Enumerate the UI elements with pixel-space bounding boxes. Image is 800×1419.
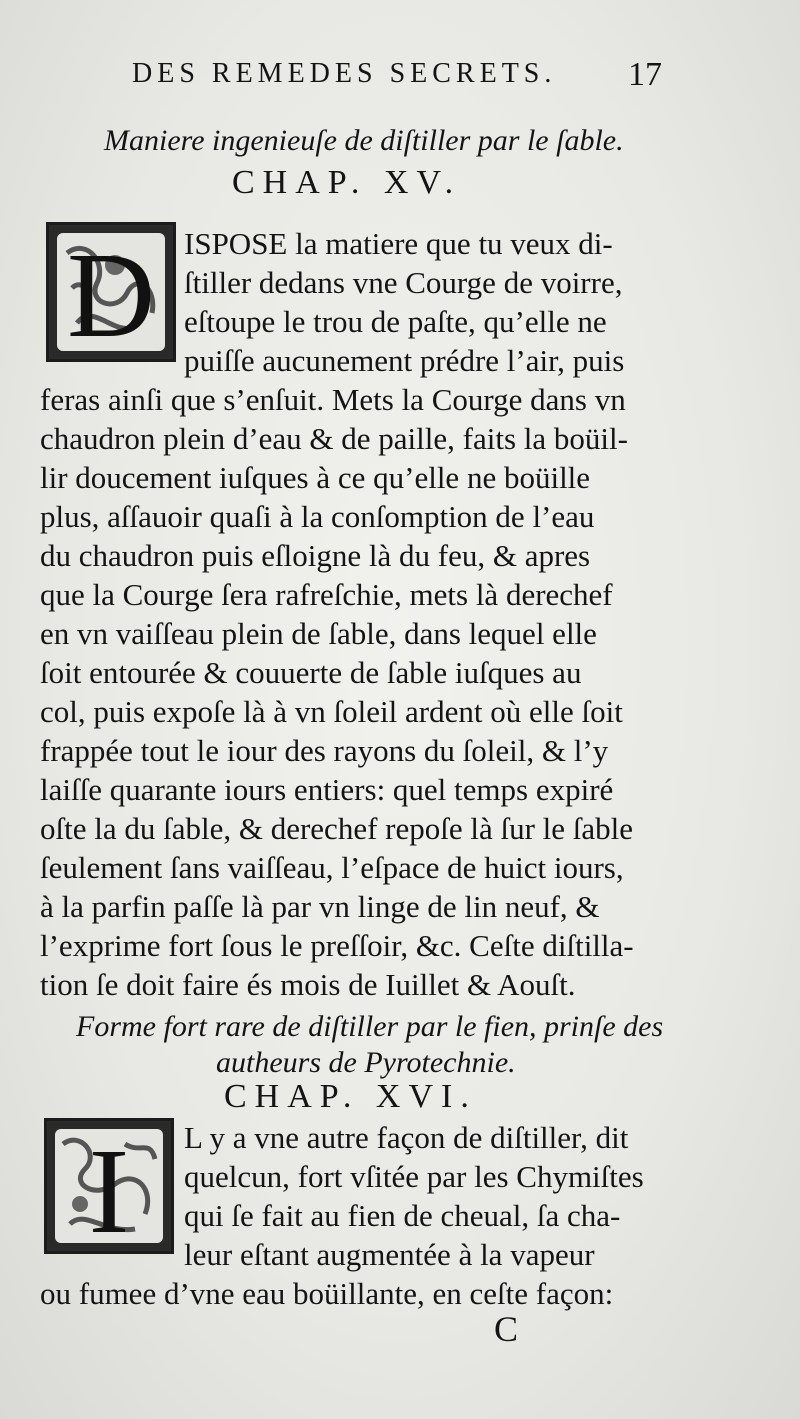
chapter-16-line: leur eſtant augmentée à la vapeur	[184, 1237, 595, 1272]
initial-letter-i: I	[88, 1124, 130, 1259]
chapter-16-subtitle-line-2: autheurs de Pyrotechnie.	[216, 1046, 516, 1079]
chapter-15-line: laiſſe quarante iours entiers: quel temps expiré	[40, 772, 614, 807]
chapter-15-line: puiſſe aucunement prédre l’air, puis	[184, 343, 625, 378]
chapter-15-line: ſoit entourée & couuerte de ſable iuſques au	[40, 655, 582, 690]
chapter-15-line: frappée tout le iour des rayons du ſoleil, & l’y	[40, 733, 609, 768]
chapter-16-subtitle-line-1: Forme fort rare de diſtiller par le fien, prinſe des	[76, 1010, 664, 1043]
ornamental-initial-i	[44, 1118, 174, 1259]
chapter-15-line: l’exprime fort ſous le preſſoir, &c. Ceſte diſtilla-	[40, 928, 634, 963]
chapter-15-line: plus, aſſauoir quaſi à la conſomption de l’eau	[40, 499, 595, 534]
chapter-16-heading: CHAP. XVI.	[224, 1078, 477, 1115]
signature-mark: C	[494, 1309, 519, 1349]
running-head: DES REMEDES SECRETS.	[132, 58, 557, 89]
chapter-15-line: tion ſe doit faire és mois de Iuillet & Aouſt.	[40, 967, 576, 1002]
ornamental-initial-d	[46, 222, 176, 362]
chapter-15-subtitle: Maniere ingenieuſe de diſtiller par le ſable.	[104, 124, 624, 157]
chapter-16-line: quelcun, fort vſitée par les Chymiſtes	[184, 1159, 644, 1194]
chapter-15-line: en vn vaiſſeau plein de ſable, dans lequel elle	[40, 616, 597, 651]
chapter-15-line: lir doucement iuſques à ce qu’elle ne boüille	[40, 460, 591, 495]
chapter-15-line: chaudron plein d’eau & de paille, faits la boüil-	[40, 421, 628, 456]
chapter-16-line: L y a vne autre façon de diſtiller, dit	[184, 1120, 629, 1155]
chapter-15-line: ſeulement ſans vaiſſeau, l’eſpace de huict iours,	[40, 850, 624, 885]
chapter-15-line: oſte la du ſable, & derechef repoſe là ſur le ſable	[40, 811, 634, 846]
chapter-16-line: qui ſe fait au fien de cheual, ſa cha-	[184, 1198, 621, 1233]
chapter-15-line: eſtoupe le trou de paſte, qu’elle ne	[184, 304, 607, 339]
chapter-15-line: ſtiller dedans vne Courge de voirre,	[184, 265, 623, 300]
chapter-16-line: ou fumee d’vne eau boüillante, en ceſte façon:	[40, 1276, 614, 1311]
chapter-15-line: que la Courge ſera rafreſchie, mets là derechef	[40, 577, 613, 612]
chapter-15-line: col, puis expoſe là à vn ſoleil ardent où elle ſoit	[40, 694, 623, 729]
chapter-15-line: du chaudron puis eſloigne là du feu, & apres	[40, 538, 591, 573]
initial-letter-d: D	[66, 228, 156, 363]
page-header	[132, 58, 662, 98]
chapter-15-heading: CHAP. XV.	[232, 164, 462, 201]
chapter-15-line: feras ainſi que s’enſuit. Mets la Courge dans vn	[40, 382, 626, 417]
page-number: 17	[628, 56, 662, 93]
chapter-15-line: ISPOSE la matiere que tu veux di-	[184, 226, 613, 261]
chapter-15-line: à la parfin paſſe là par vn linge de lin neuf, &	[40, 889, 600, 924]
